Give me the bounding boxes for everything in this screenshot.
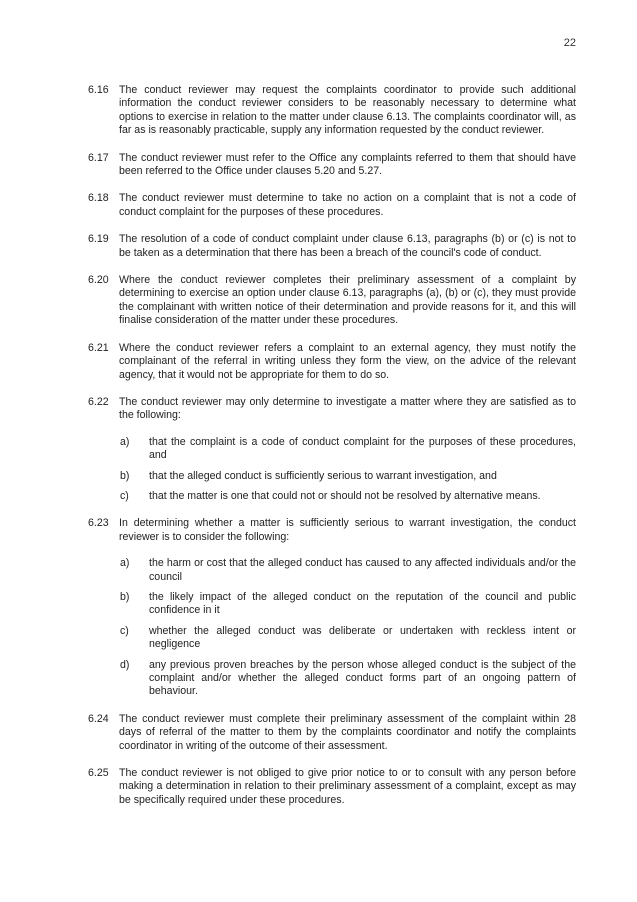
list-item-label: b) [120, 469, 130, 482]
clause-number: 6.22 [88, 395, 109, 408]
clause-text: The conduct reviewer is not obliged to give prior notice to or to consult with any person before making a determination in relation to their preliminary assessment of a complaint, except as may be specifically required under these procedures. [119, 767, 576, 806]
list-item-text: that the matter is one that could not or should not be resolved by alternative means. [149, 489, 541, 502]
list-item [119, 470, 576, 483]
clause-number: 6.17 [88, 151, 109, 164]
clause-6-25 [88, 767, 576, 807]
clause-text: Where the conduct reviewer completes their preliminary assessment of a complaint by determining to exercise an option under clause 6.13, paragraphs (a), (b) or (c), they must provide the complainant with written notice of their determination and provide reasons for it, and this will finalise consideration of the matter under these procedures. [119, 274, 576, 327]
list-item-label: c) [120, 489, 129, 502]
clause-text: The conduct reviewer must determine to take no action on a complaint that is not a code of conduct complaint for the purposes of these procedures. [119, 192, 576, 218]
clause-content [119, 84, 576, 138]
clause-number: 6.18 [88, 192, 109, 205]
clause-6-17 [88, 152, 576, 179]
list-item-label: c) [120, 624, 129, 637]
clause-number: 6.24 [88, 712, 109, 725]
clause-text: The conduct reviewer may request the complaints coordinator to provide such additional information the conduct reviewer considers to be reasonably necessary to determine what options to exercise in relation to the matter under clause 6.13. The complaints coordinator will, as far as is reasonably practicable, supply any information requested by the conduct reviewer. [119, 84, 576, 137]
list-item-text: the harm or cost that the alleged conduct has caused to any affected individuals and/or the council [149, 557, 576, 583]
clause-text: The conduct reviewer must refer to the Office any complaints referred to them that should have been referred to the Office under clauses 5.20 and 5.27. [119, 151, 576, 178]
list-item [119, 490, 576, 503]
clause-number: 6.20 [88, 274, 109, 287]
clause-6-24 [88, 713, 576, 753]
clause-content [119, 192, 576, 219]
clause-number: 6.21 [88, 341, 109, 354]
list-item-label: a) [120, 435, 130, 448]
list-item-label: b) [120, 590, 130, 603]
clause-content [119, 233, 576, 260]
clause-content [119, 152, 576, 179]
clause-number: 6.19 [88, 233, 109, 246]
sub-item-list [119, 436, 576, 504]
list-item [119, 659, 576, 699]
clause-number: 6.16 [88, 84, 109, 96]
clause-text: Where the conduct reviewer refers a complaint to an external agency, they must notify the complainant of the referral in writing unless they form the view, on the advice of the relevant agency, that it would not be appropriate for them to do so. [119, 341, 576, 381]
list-item-text: that the complaint is a code of conduct complaint for the purposes of these procedures, and [149, 435, 576, 462]
list-item [119, 591, 576, 618]
clause-text: The conduct reviewer must complete their preliminary assessment of the complaint within 28 days of referral of the matter to them by the complaints coordinator and notify the complaints coordinator in writing of the outcome of their assessment. [119, 712, 576, 752]
clause-6-22 [88, 396, 576, 503]
list-item-label: d) [120, 658, 130, 671]
clause-6-18 [88, 192, 576, 219]
clause-text: The resolution of a code of conduct complaint under clause 6.13, paragraphs (b) or (c) is not to be taken as a determination that there has been a breach of the council's code of conduct. [119, 233, 576, 259]
list-item-text: the likely impact of the alleged conduct on the reputation of the council and public confidence in it [149, 590, 576, 617]
clause-content [119, 274, 576, 328]
clause-content [119, 517, 576, 698]
clause-content [119, 767, 576, 807]
clause-number: 6.23 [88, 517, 109, 530]
list-item [119, 625, 576, 652]
list-item [119, 557, 576, 584]
sub-item-list [119, 557, 576, 699]
clause-6-19 [88, 233, 576, 260]
clause-content [119, 396, 576, 503]
list-item-label: a) [120, 557, 130, 570]
clause-content [119, 713, 576, 753]
clause-content [119, 342, 576, 382]
page-number: 22 [563, 37, 576, 49]
list-item-text: any previous proven breaches by the person whose alleged conduct is the subject of the complaint and/or whether the alleged conduct forms part of an ongoing pattern of behaviour. [149, 658, 576, 698]
list-item-text: that the alleged conduct is sufficiently serious to warrant investigation, and [149, 469, 497, 482]
list-item-text: whether the alleged conduct was deliberate or undertaken with reckless intent or negligence [149, 624, 576, 651]
clause-number: 6.25 [88, 767, 109, 780]
clause-text: The conduct reviewer may only determine to investigate a matter where they are satisfied as to the following: [119, 395, 576, 422]
clause-text: In determining whether a matter is sufficiently serious to warrant investigation, the conduct reviewer is to consider the following: [119, 517, 576, 543]
clause-6-23 [88, 517, 576, 698]
clause-6-20 [88, 274, 576, 328]
clause-6-21 [88, 342, 576, 382]
list-item [119, 436, 576, 463]
clause-list [88, 84, 576, 821]
clause-6-16 [88, 84, 576, 138]
